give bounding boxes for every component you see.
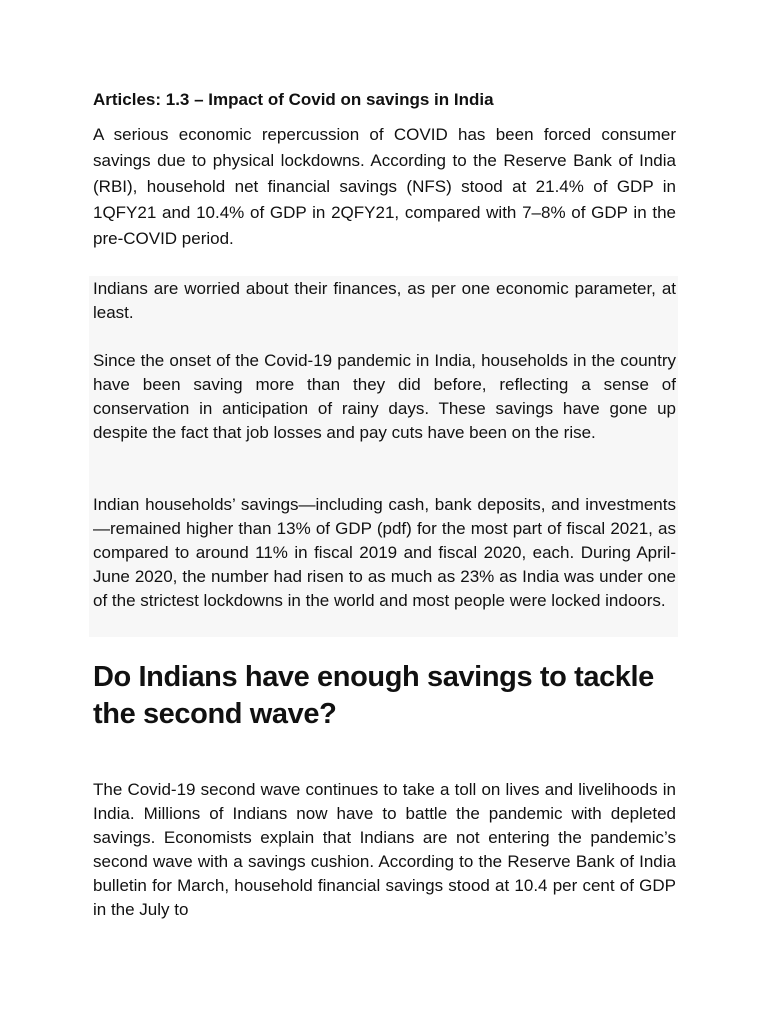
quoted-excerpt-box bbox=[89, 276, 678, 637]
quote-paragraph-3: Indian households’ savings—including cash, bank deposits, and investments—remained higher than 13% of GDP (pdf) for the most part of fiscal 2021, as compared to around 11% in fiscal 2019 and fiscal 2020, each. During April-June 2020, the number had risen to as much as 23% as India was under one of the strictest lockdowns in the world and most people were locked indoors. bbox=[93, 495, 676, 610]
heading-dash: – bbox=[189, 90, 209, 109]
article-title: Impact of Covid on savings in India bbox=[208, 90, 494, 109]
quote-paragraph-1: Indians are worried about their finances, as per one economic parameter, at least. bbox=[93, 279, 676, 322]
article-number: Articles: 1.3 bbox=[93, 90, 190, 109]
section-body-paragraph: The Covid-19 second wave continues to take a toll on lives and livelihoods in India. Millions of Indians now have to battle the pandemic with depleted savings. Economists explain that Indians are not entering the pandemic’s second wave with a savings cushion. According to the Reserve Bank of India bulletin for March, household financial savings stood at 10.4 per cent of GDP in the July to bbox=[93, 780, 676, 919]
article-heading bbox=[93, 89, 676, 111]
section-heading: Do Indians have enough savings to tackle the second wave? bbox=[93, 661, 654, 730]
quote-paragraph-2: Since the onset of the Covid-19 pandemic in India, households in the country have been saving more than they did before, reflecting a sense of conservation in anticipation of rainy days. These savings have gone up despite the fact that job losses and pay cuts have been on the rise. bbox=[93, 351, 676, 442]
intro-paragraph: A serious economic repercussion of COVID has been forced consumer savings due to physical lockdowns. According to the Reserve Bank of India (RBI), household net financial savings (NFS) stood at 21.4% of GDP in 1QFY21 and 10.4% of GDP in 2QFY21, compared with 7–8% of GDP in the pre-COVID period. bbox=[93, 125, 676, 248]
